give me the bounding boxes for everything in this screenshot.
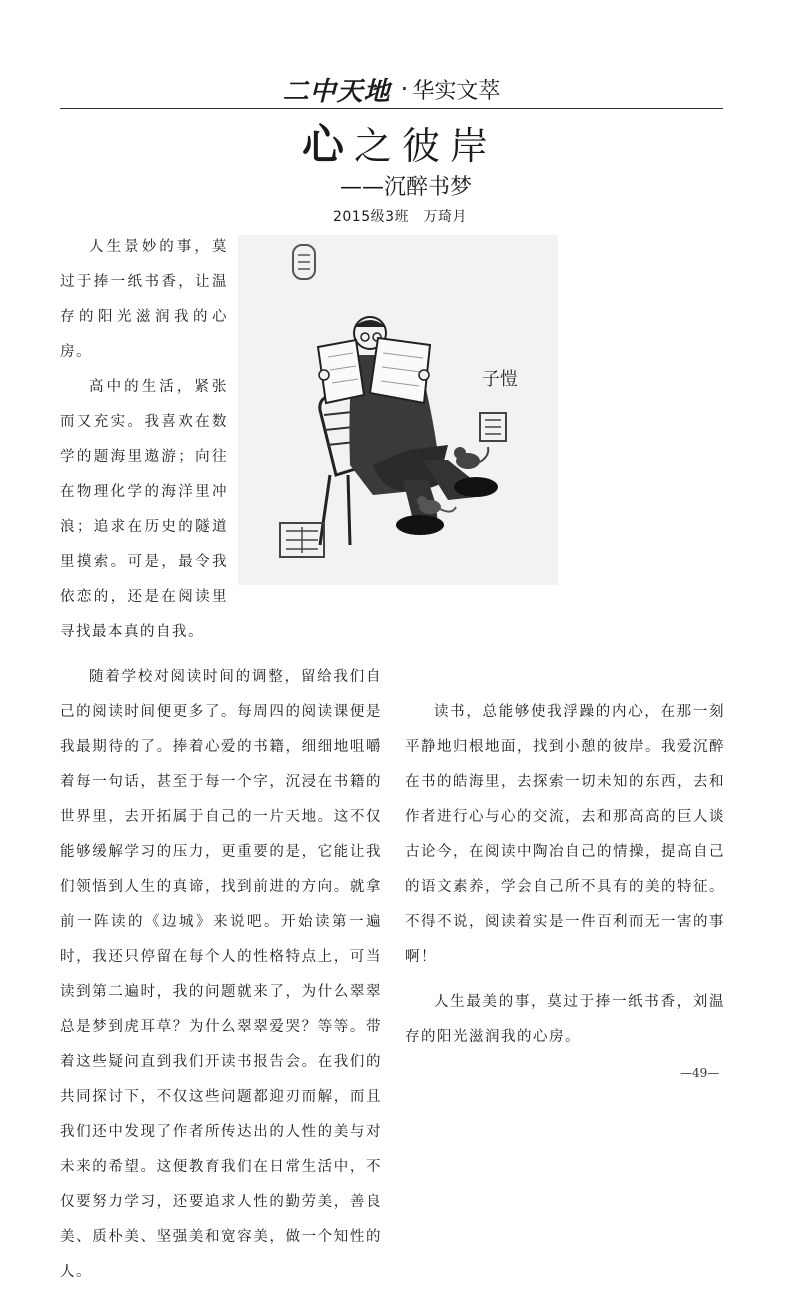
paragraph-3: 随着学校对阅读时间的调整，留给我们自己的阅读时间便更多了。每周四的阅读课便是我最期待的了。捧着心爱的书籍，细细地咀嚼着每一句话，甚至于每一个字，沉浸在书籍的世界里，去开拓属于自己的一片天地。这不仅能够缓解学习的压力，更重要的是，它能让我们领悟到人生的真谛，找到前进的方向。就拿前一阵读的《边城》来说吧。开始读第一遍时，我还只停留在每个人的性格特点上，可当读到第二遍时，我的问题就来了，为什么翠翠总是梦到虎耳草？为什么翠翠爱哭？等等。带着这些疑问直到我们开读书报告会。在我们的共同探讨下，不仅这些问题都迎刃而解，而且我们还中发现了作者所传达出的人性的美与对未来的希望。这便教育我们在日常生活中，不仅要努力学习，还要追求人性的勤劳美，善良美、质朴美、坚强美和宽容美，做一个知性的人。 xyxy=(60,669,382,1280)
page-number: —49— xyxy=(680,1066,720,1080)
header-separator: · xyxy=(400,75,409,103)
article-title xyxy=(0,112,800,172)
article-byline: 2015级3班 万琦月 xyxy=(332,209,468,225)
paragraph-2: 高中的生活，紧张而又充实。我喜欢在数学的题海里遨游；向往在物理化学的海洋里冲浪；追求在历史的隧道里摸索。可是，最令我依恋的，还是在阅读里寻找最本真的自我。 xyxy=(60,379,228,640)
title-rest: 之彼岸 xyxy=(354,124,499,168)
magazine-header xyxy=(60,70,723,109)
magazine-brand: 二中天地 xyxy=(282,76,391,107)
paragraph-4: 读书，总能够使我浮躁的内心，在那一刻平静地归根地面，找到小憩的彼岸。我爱沉醉在书的皓海里，去探索一切未知的东西，去和作者进行心与心的交流，去和那高高的巨人谈古论今，在阅读中陶冶自己的情操，提高自己的语文素养，学会自己所不具有的美的特征。不得不说，阅读着实是一件百利而无一害的事啊！ xyxy=(405,704,725,965)
column-name: 华实文萃 xyxy=(412,78,501,104)
title-first-char: 心 xyxy=(301,120,354,169)
article-subtitle: ——沉醉书梦 xyxy=(340,175,473,200)
paragraph-1: 人生景妙的事，莫过于捧一纸书香，让温存的阳光滋润我的心房。 xyxy=(60,239,228,360)
paragraph-5: 人生最美的事，莫过于捧一纸书香，刘温存的阳光滋润我的心房。 xyxy=(405,994,725,1045)
reading-man-illustration xyxy=(238,235,558,585)
artist-signature: 子愷 xyxy=(482,369,518,390)
